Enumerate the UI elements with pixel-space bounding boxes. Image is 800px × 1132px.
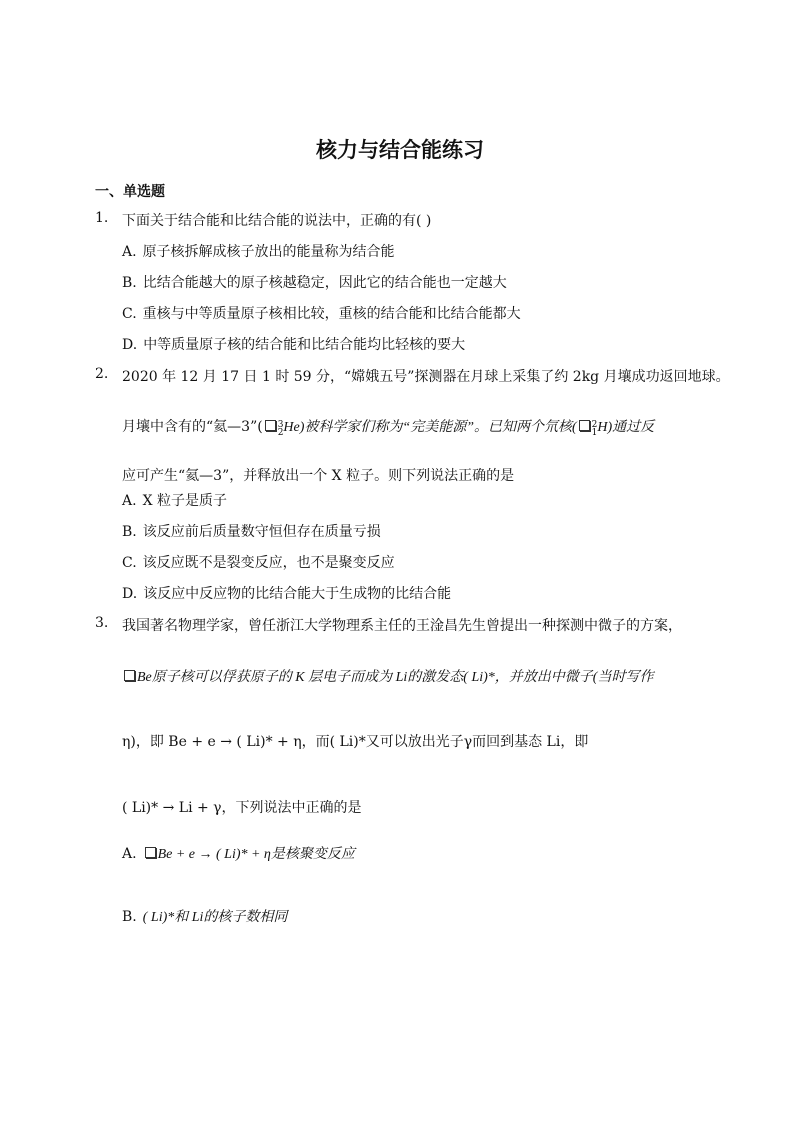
- option-text: 比结合能越大的原子核越稳定，因此它的结合能也一定越大: [142, 275, 507, 291]
- placeholder-box-icon: [124, 670, 135, 681]
- option-text: 该反应前后质量数守恒但存在质量亏损: [142, 524, 381, 540]
- option-label: C.: [122, 306, 137, 322]
- placeholder-box-icon: [265, 420, 276, 431]
- option-label: A.: [122, 493, 137, 509]
- option-label: B.: [122, 275, 137, 291]
- question-stem: [122, 666, 653, 686]
- option-label: B.: [122, 909, 137, 925]
- option-text: 中等质量原子核的结合能和比结合能均比轻核的要大: [143, 337, 466, 353]
- placeholder-box-icon: [579, 420, 590, 431]
- option-label: B.: [122, 524, 137, 540]
- option-text: 重核与中等质量原子核相比较，重核的结合能和比结合能都大: [142, 306, 521, 322]
- option-label: C.: [122, 555, 137, 571]
- question-stem: 月壤中含有的“氦—3”( 3 2 He)被科学家们称为“完美能源”。已知两个氘核( 2 1 H)通过反: [122, 419, 655, 438]
- page-title: 核力与结合能练习: [316, 138, 484, 162]
- option-label: A.: [122, 846, 137, 862]
- option-a[interactable]: [122, 241, 395, 261]
- option-b[interactable]: [122, 272, 507, 292]
- question-stem: η)，即 Be + e → ( Li)* + η，而( Li)*又可以放出光子γ而回到基态 Li，即: [122, 734, 589, 750]
- section-heading: 一、单选题: [95, 184, 165, 200]
- question-number: 1.: [95, 210, 109, 226]
- option-text: Be + e → ( Li)* + η是核聚变反应: [157, 847, 355, 862]
- option-text: 原子核拆解成核子放出的能量称为结合能: [142, 244, 395, 260]
- question-stem: 我国著名物理学家，曾任浙江大学物理系主任的王淦昌先生曾提出一种探测中微子的方案，: [122, 618, 682, 634]
- option-b[interactable]: [122, 906, 287, 926]
- option-a[interactable]: [122, 490, 227, 510]
- question-stem: 下面关于结合能和比结合能的说法中，正确的有( ): [122, 213, 432, 229]
- option-text: 该反应中反应物的比结合能大于生成物的比结合能: [143, 586, 452, 602]
- option-c[interactable]: [122, 552, 395, 572]
- question-stem: 应可产生“氦—3”，并释放出一个 X 粒子。则下列说法正确的是: [122, 468, 515, 484]
- option-label: D.: [122, 586, 138, 602]
- option-label: A.: [122, 244, 137, 260]
- option-a[interactable]: [122, 843, 355, 863]
- question-number: 2.: [95, 366, 109, 382]
- stem-text: H)通过反: [597, 420, 655, 435]
- option-text: X 粒子是质子: [142, 493, 227, 509]
- option-label: D.: [122, 337, 138, 353]
- option-text: 该反应既不是裂变反应，也不是聚变反应: [142, 555, 395, 571]
- option-d[interactable]: [122, 583, 451, 603]
- placeholder-box-icon: [145, 847, 156, 858]
- question-number: 3.: [95, 615, 109, 631]
- stem-text: Be原子核可以俘获原子的 K 层电子而成为 Li的激发态( Li)*，并放出中微子(当时写作: [137, 670, 654, 685]
- option-text: ( Li)*和 Li的核子数相同: [142, 910, 288, 925]
- stem-text: 月壤中含有的“氦—3”(: [122, 419, 263, 435]
- option-c[interactable]: [122, 303, 521, 323]
- stem-text: He)被科学家们称为“完美能源”。已知两个氘核(: [283, 420, 577, 435]
- option-b[interactable]: [122, 521, 381, 541]
- option-d[interactable]: [122, 334, 465, 354]
- question-stem: 2020 年 12 月 17 日 1 时 59 分，“嫦娥五号”探测器在月球上采集了约 2kg 月壤成功返回地球。: [122, 369, 730, 385]
- question-stem: ( Li)* → Li + γ，下列说法中正确的是: [122, 800, 362, 816]
